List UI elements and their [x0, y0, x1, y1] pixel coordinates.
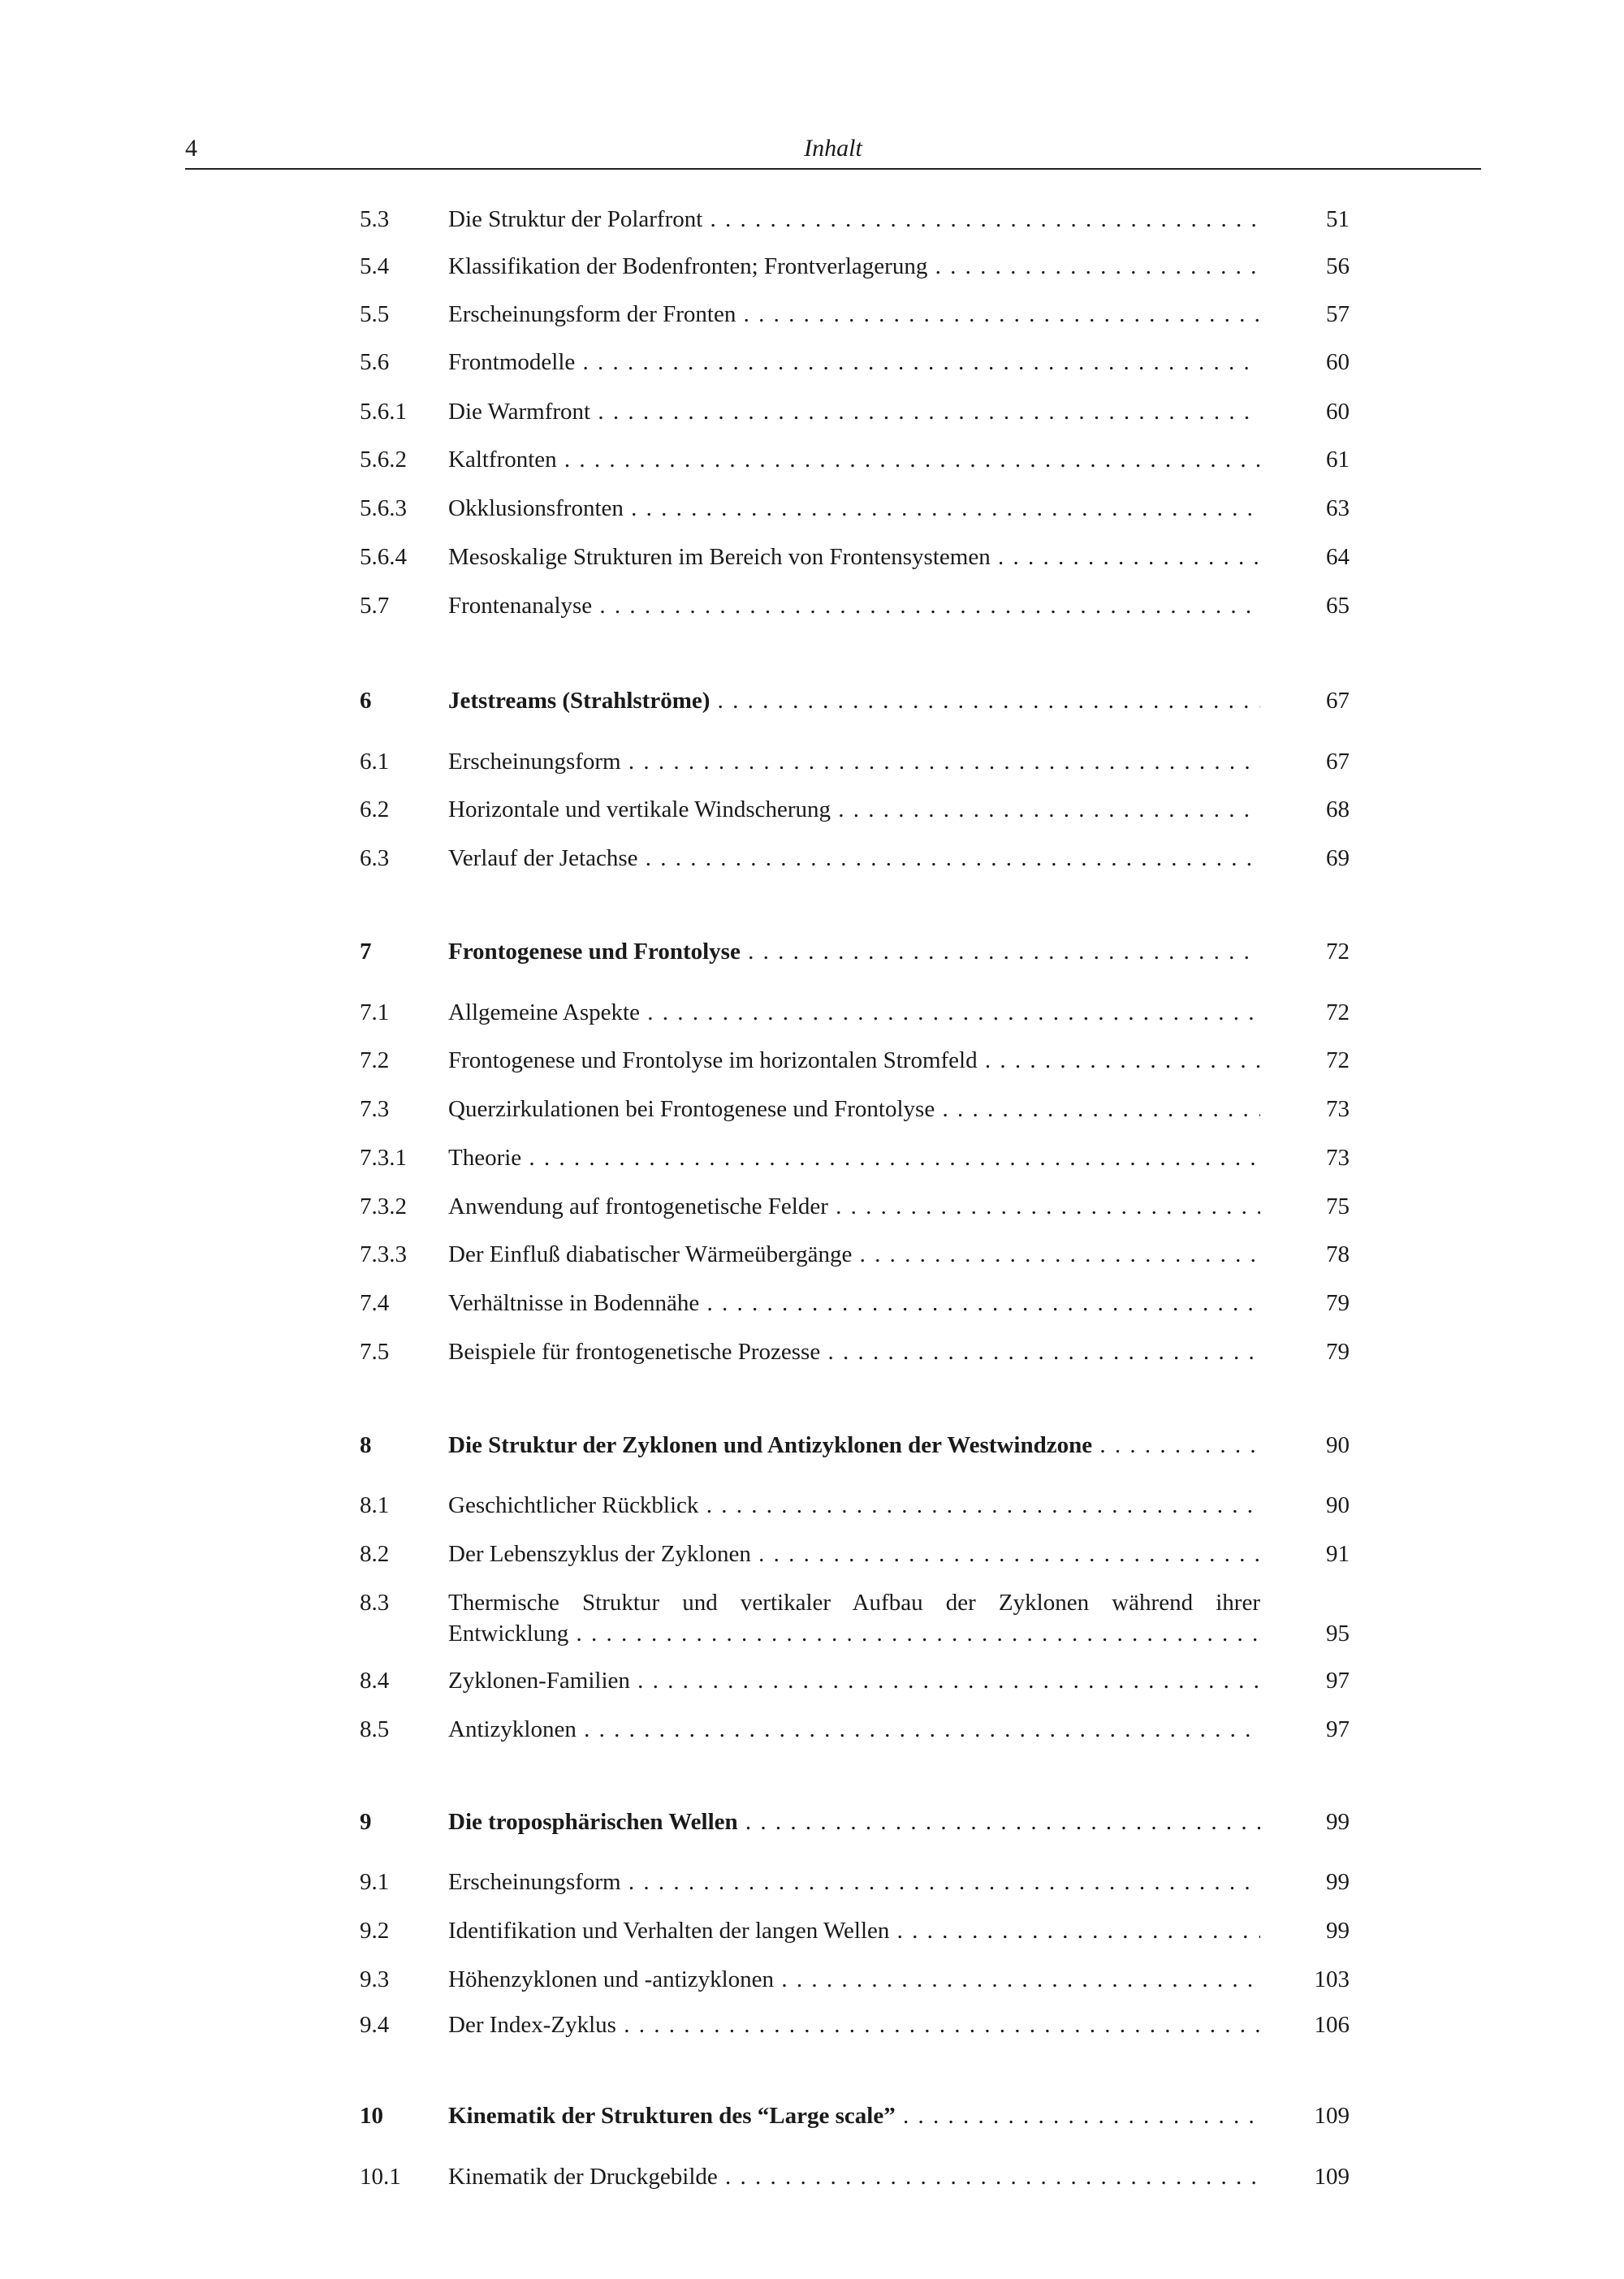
- toc-entry-8-5: [0, 1713, 1624, 1746]
- toc-entry-7-3-1: [0, 1142, 1624, 1174]
- section-number: 9.2: [360, 1918, 390, 1944]
- page-ref: 68: [1326, 796, 1350, 822]
- page-ref: 72: [1326, 999, 1350, 1025]
- page-ref: 60: [1326, 349, 1350, 375]
- toc-entry-8-1: [0, 1489, 1624, 1521]
- section-number: 9.4: [360, 2012, 390, 2038]
- section-number: 6.3: [360, 845, 390, 871]
- section-title: Die Struktur der Polarfront . . .: [448, 203, 1260, 235]
- page-ref: 73: [1326, 1145, 1350, 1171]
- page-ref: 72: [1326, 939, 1350, 965]
- section-number: 7.4: [360, 1290, 390, 1316]
- page-header: [185, 135, 1481, 170]
- page-ref: 97: [1326, 1716, 1350, 1742]
- header-rule: [185, 168, 1481, 170]
- page-ref: 99: [1326, 1869, 1350, 1895]
- page-ref: 99: [1326, 1809, 1350, 1835]
- toc-entry-5-6-3: [0, 492, 1624, 524]
- toc-entry-7-1: [0, 996, 1624, 1029]
- section-number: 6.2: [360, 796, 390, 822]
- section-number: 7.5: [360, 1339, 390, 1365]
- section-number: 7.1: [360, 999, 390, 1025]
- chapter-title: Kinematik der Strukturen des “Large scale” . . .: [448, 2100, 1260, 2132]
- page-ref: 73: [1326, 1096, 1350, 1122]
- page-ref: 103: [1314, 1966, 1350, 1992]
- toc-entry-7-5: [0, 1336, 1624, 1368]
- page-ref: 69: [1326, 845, 1350, 871]
- page-ref: 95: [1326, 1621, 1350, 1647]
- page-ref: 64: [1326, 544, 1350, 570]
- chapter-number: 7: [360, 939, 372, 965]
- page-ref: 106: [1314, 2012, 1350, 2038]
- toc-entry-9-2: [0, 1914, 1624, 1947]
- section-title: Kinematik der Druckgebilde . . .: [448, 2160, 1260, 2193]
- section-title: Erscheinungsform . . .: [448, 1866, 1260, 1898]
- page-ref: 75: [1326, 1193, 1350, 1219]
- page-ref: 51: [1326, 206, 1350, 232]
- toc-entry-6-3: [0, 842, 1624, 874]
- page-ref: 109: [1314, 2103, 1350, 2129]
- chapter-number: 6: [360, 688, 372, 714]
- page-ref: 72: [1326, 1047, 1350, 1073]
- section-number: 8.2: [360, 1541, 390, 1567]
- toc-entry-5-6-4: [0, 541, 1624, 573]
- section-title: Identifikation und Verhalten der langen Wellen . . .: [448, 1914, 1260, 1947]
- page-ref: 61: [1326, 447, 1350, 473]
- toc-entry-7-3: [0, 1093, 1624, 1125]
- page-ref: 56: [1326, 253, 1350, 279]
- chapter-number: 10: [360, 2103, 383, 2129]
- section-title: Der Index-Zyklus . . .: [448, 2009, 1260, 2041]
- section-number: 10.1: [360, 2164, 401, 2190]
- page-ref: 90: [1326, 1432, 1350, 1458]
- section-number: 8.3: [360, 1590, 390, 1616]
- toc-entry-5-7: [0, 589, 1624, 622]
- section-title: Antizyklonen . . .: [448, 1713, 1260, 1746]
- toc-entry-6-2: [0, 793, 1624, 826]
- toc-chapter-8: [0, 1429, 1624, 1461]
- section-title: Frontmodelle . . .: [448, 346, 1260, 378]
- section-title: Beispiele für frontogenetische Prozesse . . .: [448, 1336, 1260, 1368]
- section-title: Kaltfronten . . .: [448, 443, 1260, 476]
- running-title: Inhalt: [804, 135, 862, 162]
- page-ref: 60: [1326, 399, 1350, 425]
- page-ref: 91: [1326, 1541, 1350, 1567]
- page-ref: 99: [1326, 1918, 1350, 1944]
- page-ref: 79: [1326, 1290, 1350, 1316]
- section-title: Verhältnisse in Bodennähe . . .: [448, 1287, 1260, 1319]
- page-ref: 67: [1326, 688, 1350, 714]
- toc-chapter-10: [0, 2100, 1624, 2132]
- page-ref: 63: [1326, 495, 1350, 521]
- section-number: 9.1: [360, 1869, 390, 1895]
- section-title: Allgemeine Aspekte . . .: [448, 996, 1260, 1029]
- page-ref: 97: [1326, 1668, 1350, 1694]
- section-title: Höhenzyklonen und -antizyklonen . . .: [448, 1963, 1260, 1996]
- section-title: Die Warmfront . . .: [448, 395, 1260, 428]
- section-number: 5.6.4: [360, 544, 407, 570]
- toc-entry-8-4: [0, 1664, 1624, 1697]
- page-ref: 79: [1326, 1339, 1350, 1365]
- toc-chapter-9: [0, 1806, 1624, 1838]
- section-title: Zyklonen-Familien . . .: [448, 1664, 1260, 1697]
- section-title: Theorie . . .: [448, 1142, 1260, 1174]
- section-title: Anwendung auf frontogenetische Felder . . .: [448, 1190, 1260, 1223]
- section-number: 7.3.2: [360, 1193, 407, 1219]
- section-title: Frontenanalyse . . .: [448, 589, 1260, 622]
- section-number: 6.1: [360, 749, 390, 775]
- section-title: Querzirkulationen bei Frontogenese und Frontolyse . . .: [448, 1093, 1260, 1125]
- chapter-title: Frontogenese und Frontolyse . . .: [448, 935, 1260, 968]
- section-number: 7.2: [360, 1047, 390, 1073]
- section-number: 5.6.2: [360, 447, 407, 473]
- toc-entry-9-4: [0, 2009, 1624, 2041]
- section-title: Der Lebenszyklus der Zyklonen . . .: [448, 1538, 1260, 1570]
- toc-entry-7-2: [0, 1044, 1624, 1077]
- section-title: Der Einfluß diabatischer Wärmeübergänge . . .: [448, 1238, 1260, 1271]
- toc-entry-10-1: [0, 2160, 1624, 2193]
- section-number: 5.3: [360, 206, 390, 232]
- toc-entry-5-4: [0, 250, 1624, 283]
- section-title: Erscheinungsform . . .: [448, 745, 1260, 778]
- toc-entry-8-3: [0, 1586, 1624, 1651]
- section-title: Geschichtlicher Rückblick . . .: [448, 1489, 1260, 1521]
- toc-entry-6-1: [0, 745, 1624, 778]
- toc-entry-9-1: [0, 1866, 1624, 1898]
- section-title-line2: Entwicklung . . .: [448, 1617, 1260, 1650]
- toc-entry-5-6-2: [0, 443, 1624, 476]
- toc-chapter-6: [0, 684, 1624, 717]
- page-ref: 109: [1314, 2164, 1350, 2190]
- section-title: Verlauf der Jetachse . . .: [448, 842, 1260, 874]
- section-title: Horizontale und vertikale Windscherung . . .: [448, 793, 1260, 826]
- section-number: 5.6: [360, 349, 390, 375]
- chapter-number: 8: [360, 1432, 372, 1458]
- toc-entry-5-6: [0, 346, 1624, 378]
- page-ref: 78: [1326, 1241, 1350, 1267]
- chapter-title: Jetstreams (Strahlströme) . . .: [448, 684, 1260, 717]
- section-title: Mesoskalige Strukturen im Bereich von Frontensystemen . . .: [448, 541, 1260, 573]
- toc-entry-7-3-3: [0, 1238, 1624, 1271]
- toc-entry-5-3: [0, 203, 1624, 235]
- toc-entry-5-6-1: [0, 395, 1624, 428]
- chapter-number: 9: [360, 1809, 372, 1835]
- toc-entry-9-3: [0, 1963, 1624, 1996]
- toc-chapter-7: [0, 935, 1624, 968]
- section-number: 5.6.1: [360, 399, 407, 425]
- chapter-title: Die troposphärischen Wellen . . .: [448, 1806, 1260, 1838]
- page-ref: 57: [1326, 301, 1350, 327]
- chapter-title: Die Struktur der Zyklonen und Antizyklonen der Westwindzone . . .: [448, 1429, 1260, 1461]
- section-number: 7.3.1: [360, 1145, 407, 1171]
- section-number: 5.5: [360, 301, 390, 327]
- page-ref: 65: [1326, 593, 1350, 619]
- section-number: 8.4: [360, 1668, 390, 1694]
- section-number: 5.4: [360, 253, 390, 279]
- section-title: Erscheinungsform der Fronten . . .: [448, 298, 1260, 330]
- page-number: 4: [185, 135, 197, 162]
- section-title: Klassifikation der Bodenfronten; Frontverlagerung . . .: [448, 250, 1260, 283]
- page-ref: 90: [1326, 1492, 1350, 1518]
- section-number: 9.3: [360, 1966, 390, 1992]
- toc-entry-7-4: [0, 1287, 1624, 1319]
- section-title: Frontogenese und Frontolyse im horizontalen Stromfeld . . .: [448, 1044, 1260, 1077]
- section-number: 8.1: [360, 1492, 390, 1518]
- page-ref: 67: [1326, 749, 1350, 775]
- toc-entry-8-2: [0, 1538, 1624, 1570]
- section-number: 5.7: [360, 593, 390, 619]
- section-number: 7.3: [360, 1096, 390, 1122]
- toc-entry-7-3-2: [0, 1190, 1624, 1223]
- section-title-line1: Thermische Struktur und vertikaler Aufbau der Zyklonen während ihrer: [448, 1590, 1260, 1616]
- section-number: 8.5: [360, 1716, 390, 1742]
- section-title: Okklusionsfronten . . .: [448, 492, 1260, 524]
- toc-entry-5-5: [0, 298, 1624, 330]
- section-number: 5.6.3: [360, 495, 407, 521]
- section-number: 7.3.3: [360, 1241, 407, 1267]
